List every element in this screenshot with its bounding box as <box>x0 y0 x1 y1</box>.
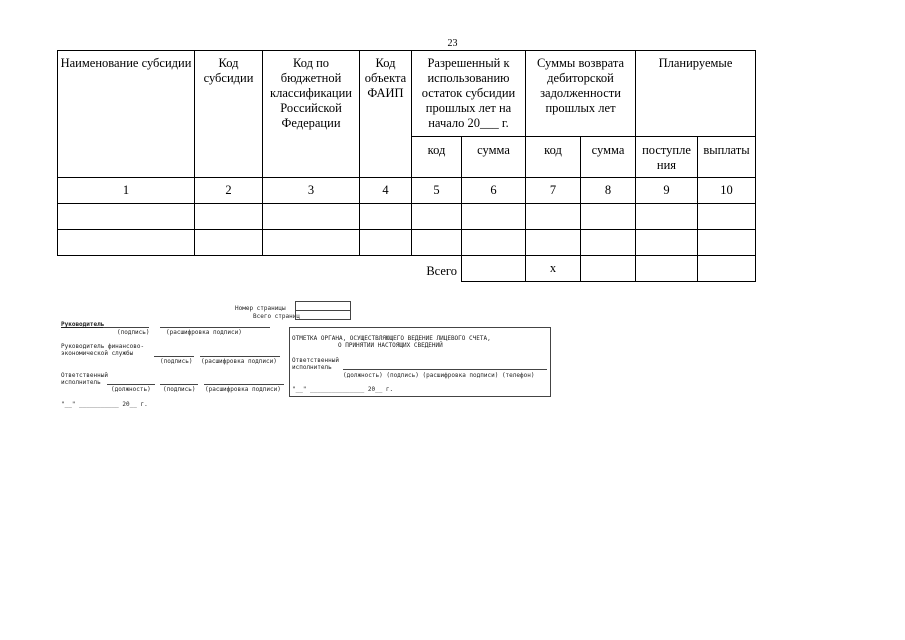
header-code: Код субсидии <box>195 51 263 178</box>
resp-decode-hint: (расшифровка подписи) <box>205 386 281 393</box>
column-number: 4 <box>360 178 412 204</box>
subheader-sum-1: сумма <box>462 137 526 178</box>
table-cell[interactable] <box>412 230 462 256</box>
subheader-sum-2: сумма <box>581 137 636 178</box>
fin-head-label-2: экономической службы <box>61 350 134 357</box>
resp-decode-line[interactable] <box>204 384 284 385</box>
resp-position-line[interactable] <box>107 384 155 385</box>
mark-resp-label-1: Ответственный <box>292 357 339 364</box>
subheader-code-2: код <box>526 137 581 178</box>
table-cell[interactable] <box>581 204 636 230</box>
mark-date: "__" _______________ 20__ г. <box>292 386 394 393</box>
table-cell[interactable] <box>263 204 360 230</box>
table-cell[interactable] <box>360 204 412 230</box>
total-mark: x <box>526 256 581 282</box>
total-sum-1[interactable] <box>462 256 526 282</box>
total-sum-2[interactable] <box>581 256 636 282</box>
column-number: 5 <box>412 178 462 204</box>
column-number: 6 <box>462 178 526 204</box>
column-number: 10 <box>698 178 756 204</box>
table-cell[interactable] <box>698 230 756 256</box>
table-cell[interactable] <box>412 204 462 230</box>
column-number: 7 <box>526 178 581 204</box>
fin-decode-line[interactable] <box>200 356 280 357</box>
column-number: 8 <box>581 178 636 204</box>
head-decode-hint: (расшифровка подписи) <box>166 329 242 336</box>
column-number: 1 <box>58 178 195 204</box>
mark-hints: (должность) (подпись) (расшифровка подписи) (телефон) <box>343 372 535 379</box>
table-cell[interactable] <box>195 230 263 256</box>
header-faip-code: Код объекта ФАИП <box>360 51 412 178</box>
table-cell[interactable] <box>195 204 263 230</box>
total-row <box>58 256 756 282</box>
mark-resp-label-2: исполнитель <box>292 364 332 371</box>
subheader-payments: выплаты <box>698 137 756 178</box>
mark-title-1: ОТМЕТКА ОРГАНА, ОСУЩЕСТВЛЯЮЩЕГО ВЕДЕНИЕ ЛИЦЕВОГО СЧЕТА, <box>292 335 491 342</box>
table-cell[interactable] <box>636 230 698 256</box>
header-allowed-balance: Разрешенный к использованию остаток субсидии прошлых лет на начало 20___ г. <box>412 51 526 137</box>
fin-signature-hint: (подпись) <box>160 358 193 365</box>
table-cell[interactable] <box>581 230 636 256</box>
table-cell[interactable] <box>462 204 526 230</box>
fin-signature-line[interactable] <box>154 356 194 357</box>
total-label: Всего <box>58 256 462 282</box>
subsidy-table <box>57 50 756 282</box>
table-cell[interactable] <box>263 230 360 256</box>
mark-resp-line[interactable] <box>343 369 547 370</box>
table-cell[interactable] <box>360 230 412 256</box>
resp-position-hint: (должность) <box>111 386 151 393</box>
table-cell[interactable] <box>58 230 195 256</box>
table-cell[interactable] <box>526 230 581 256</box>
header-planned: Планируемые <box>636 51 756 137</box>
table-cell[interactable] <box>636 204 698 230</box>
table-cell[interactable] <box>698 204 756 230</box>
table-cell[interactable] <box>58 204 195 230</box>
table-cell[interactable] <box>462 230 526 256</box>
column-number: 2 <box>195 178 263 204</box>
total-receipts[interactable] <box>636 256 698 282</box>
table-row <box>58 204 756 230</box>
total-payments[interactable] <box>698 256 756 282</box>
subheader-code-1: код <box>412 137 462 178</box>
resp-label-1: Ответственный <box>61 372 108 379</box>
header-budget-code: Код по бюджетной классификации Российской Федерации <box>263 51 360 178</box>
fin-decode-hint: (расшифровка подписи) <box>201 358 277 365</box>
fin-head-label-1: Руководитель финансово- <box>61 343 145 350</box>
total-pages-box[interactable] <box>295 310 351 320</box>
resp-signature-line[interactable] <box>160 384 198 385</box>
page-number-label: Номер страницы <box>235 305 286 312</box>
date-left: "__" ___________ 20__ г. <box>61 401 148 408</box>
table-cell[interactable] <box>526 204 581 230</box>
table-row <box>58 230 756 256</box>
page-number: 23 <box>447 38 458 49</box>
header-name: Наименование субсидии <box>58 51 195 178</box>
mark-title-2: О ПРИНЯТИИ НАСТОЯЩИХ СВЕДЕНИЙ <box>338 342 443 349</box>
column-number: 9 <box>636 178 698 204</box>
head-label: Руководитель <box>61 321 105 328</box>
resp-signature-hint: (подпись) <box>163 386 196 393</box>
head-signature-line[interactable] <box>103 327 149 328</box>
total-pages-label: Всего страниц <box>253 313 300 320</box>
header-return-sums: Суммы возврата дебиторской задолженности прошлых лет <box>526 51 636 137</box>
column-number: 3 <box>263 178 360 204</box>
head-decode-line[interactable] <box>160 327 270 328</box>
resp-label-2: исполнитель <box>61 379 101 386</box>
head-signature-hint: (подпись) <box>117 329 150 336</box>
subheader-receipts: поступле ния <box>636 137 698 178</box>
